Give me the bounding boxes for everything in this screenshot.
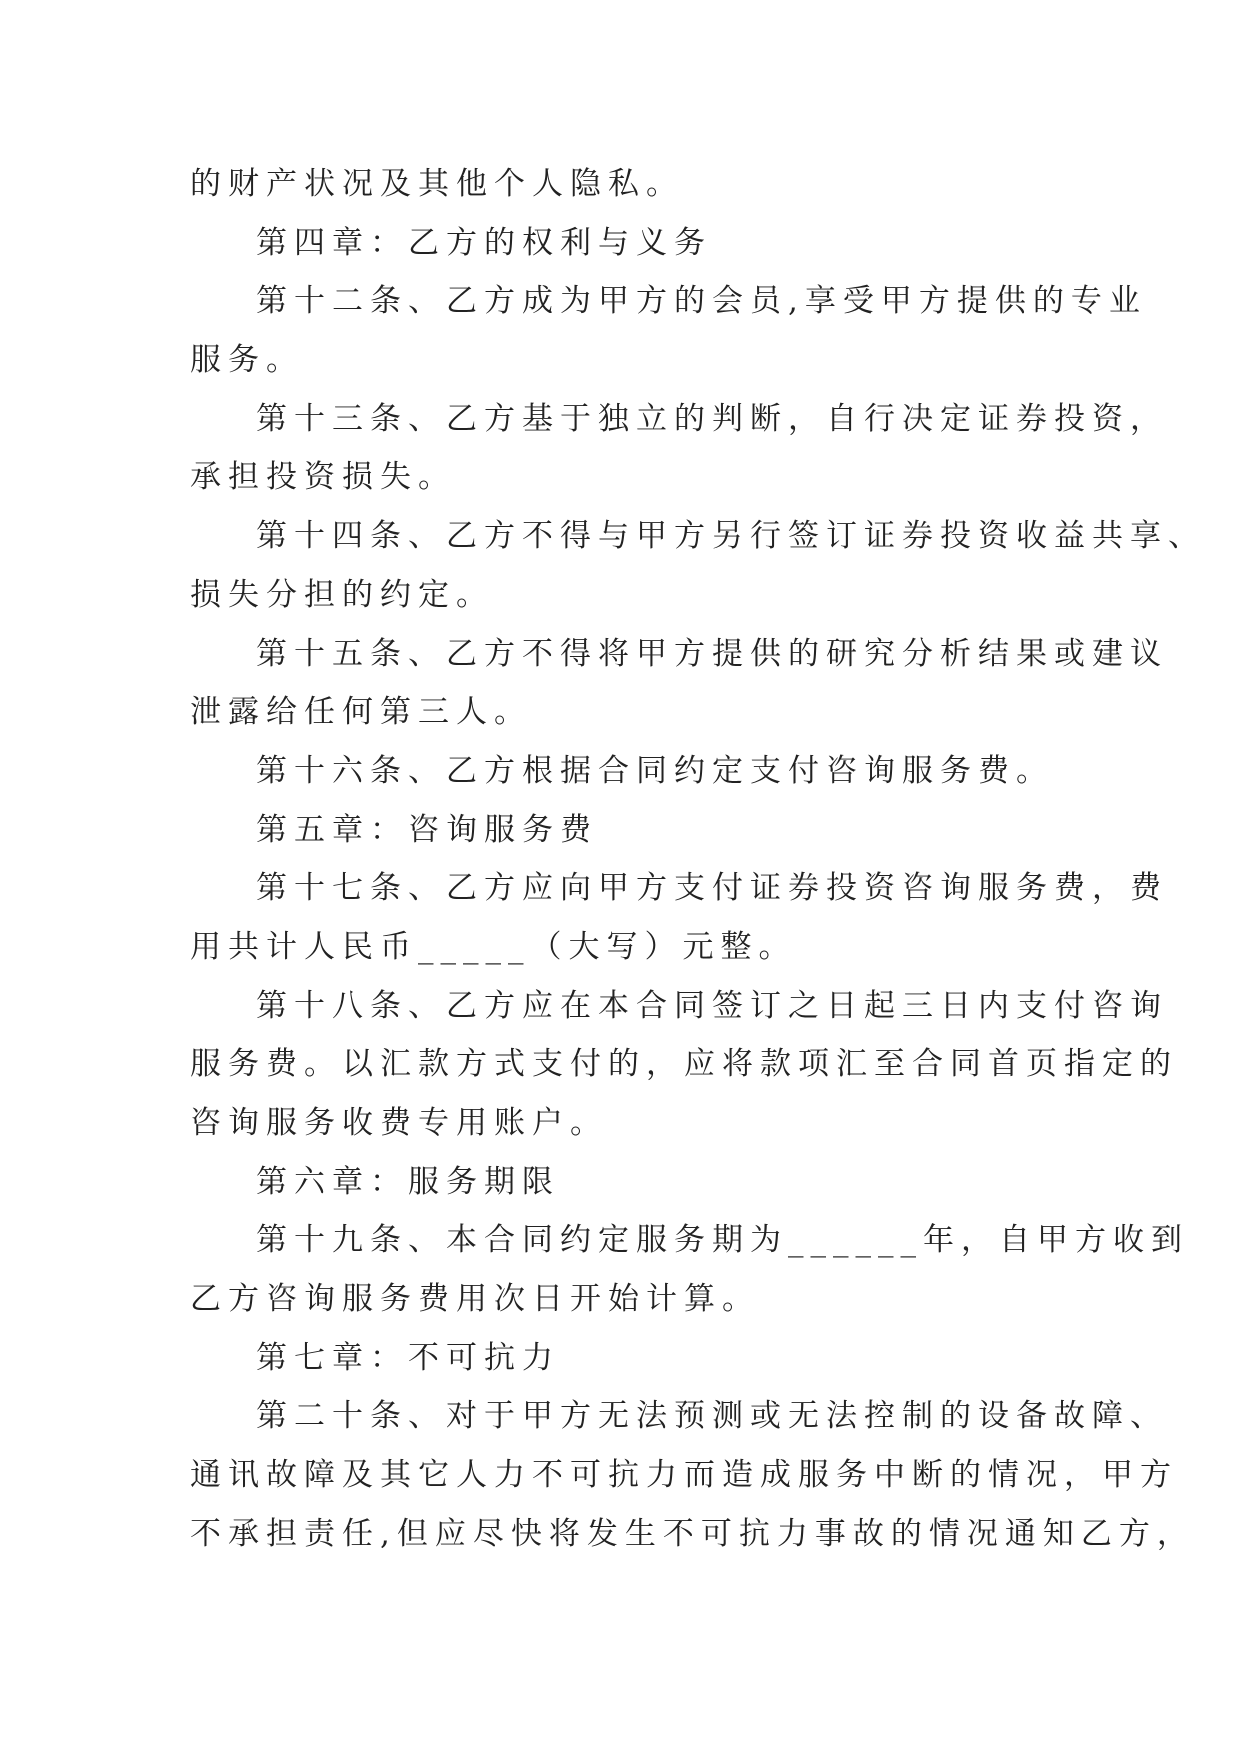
text-line: 的财产状况及其他个人隐私。	[190, 166, 684, 202]
text-line: 服务。	[190, 342, 304, 379]
text-line: 通讯故障及其它人力不可抗力而造成服务中断的情况，甲方	[190, 1457, 1178, 1494]
article-line: 第十七条、乙方应向甲方支付证券投资咨询服务费，费	[256, 870, 1168, 907]
text-line: 泄露给任何第三人。	[190, 694, 532, 731]
article-line: 第十三条、乙方基于独立的判断，自行决定证券投资，	[256, 400, 1168, 437]
document-body	[190, 155, 1206, 1564]
article-line: 第十八条、乙方应在本合同签订之日起三日内支付咨询	[256, 987, 1168, 1024]
chapter-heading: 第五章：咨询服务费	[256, 811, 598, 848]
text-line: 服务费。以汇款方式支付的，应将款项汇至合同首页指定的	[190, 1046, 1178, 1083]
article-line: 第二十条、对于甲方无法预测或无法控制的设备故障、	[256, 1398, 1168, 1435]
chapter-heading: 第七章：不可抗力	[256, 1339, 560, 1376]
article-line: 第十六条、乙方根据合同约定支付咨询服务费。	[256, 752, 1054, 789]
article-line: 第十九条、本合同约定服务期为______年，自甲方收到	[256, 1222, 1189, 1259]
text-line: 咨询服务收费专用账户。	[190, 1105, 608, 1141]
article-line: 第十二条、乙方成为甲方的会员,享受甲方提供的专业	[256, 283, 1147, 320]
text-line: 承担投资损失。	[190, 459, 456, 496]
article-line: 第十五条、乙方不得将甲方提供的研究分析结果或建议	[256, 635, 1168, 672]
article-line: 第十四条、乙方不得与甲方另行签订证券投资收益共享、	[256, 518, 1206, 555]
text-line: 损失分担的约定。	[190, 576, 494, 613]
chapter-heading: 第四章：乙方的权利与义务	[256, 224, 712, 261]
chapter-heading: 第六章：服务期限	[256, 1163, 560, 1200]
text-line: 用共计人民币_____（大写）元整。	[190, 928, 797, 965]
text-line: 不承担责任,但应尽快将发生不可抗力事故的情况通知乙方，	[190, 1515, 1195, 1552]
text-line: 乙方咨询服务费用次日开始计算。	[190, 1281, 760, 1318]
